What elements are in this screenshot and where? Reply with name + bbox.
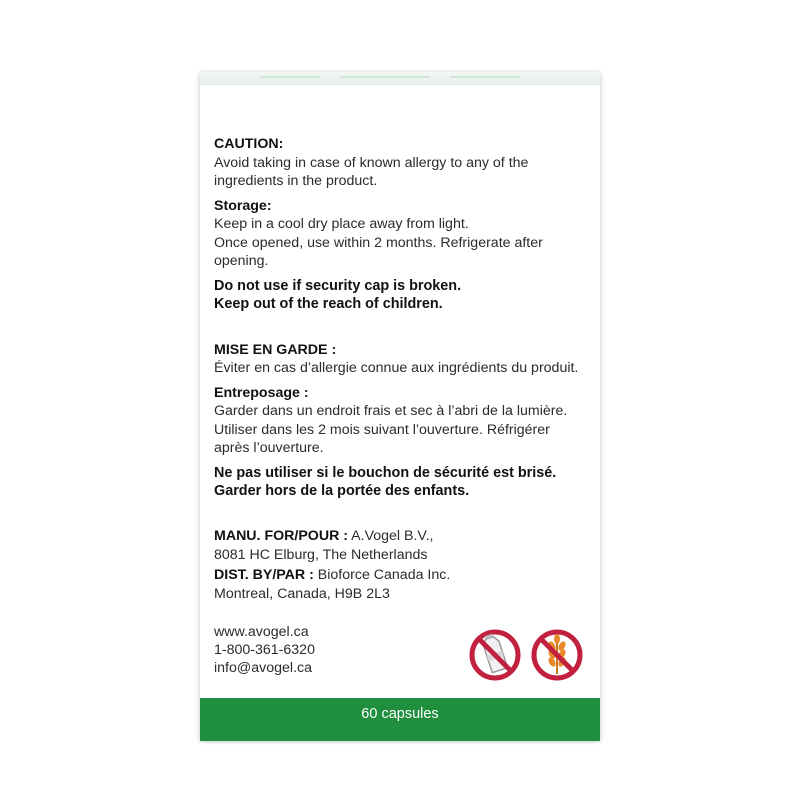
distributor-address: Montreal, Canada, H9B 2L3 <box>214 586 390 602</box>
caution-section <box>214 135 586 191</box>
mise-en-garde-title: MISE EN GARDE : <box>214 341 337 358</box>
label-text <box>214 135 586 677</box>
storage-title: Storage: <box>214 197 272 214</box>
warning-fr-1: Ne pas utiliser si le bouchon de sécurité est brisé. <box>214 464 557 481</box>
capsule-count: 60 capsules <box>361 706 439 722</box>
manufacturer-line <box>214 527 586 547</box>
manufacturer-name: A.Vogel B.V., <box>348 527 434 544</box>
product-label-panel <box>200 72 600 741</box>
warning-fr-2: Garder hors de la portée des enfants. <box>214 483 470 499</box>
warnings-fr <box>214 464 586 501</box>
storage-line-1: Keep in a cool dry place away from light. <box>214 216 469 232</box>
no-gluten-icon <box>530 628 584 682</box>
distributor-line <box>214 566 586 586</box>
mise-en-garde-section <box>214 341 586 378</box>
entreposage-section <box>214 384 586 458</box>
manufacturer-info <box>214 527 586 605</box>
mise-en-garde-text: Éviter en cas d’allergie connue aux ingrédients du produit. <box>214 360 579 376</box>
distributor-name: Bioforce Canada Inc. <box>313 566 451 583</box>
capsule-count-banner <box>200 698 600 741</box>
manufacturer-label: MANU. FOR/POUR : <box>214 527 348 544</box>
entreposage-line-1: Garder dans un endroit frais et sec à l’abri de la lumière. <box>214 403 568 419</box>
warning-en-2: Keep out of the reach of children. <box>214 296 443 312</box>
no-dairy-icon <box>468 628 522 682</box>
caution-text: Avoid taking in case of known allergy to any of the ingredients in the product. <box>214 154 529 189</box>
phone-number: 1-800-361-6320 <box>214 641 315 658</box>
distributor-label: DIST. BY/PAR : <box>214 566 314 583</box>
warnings-en <box>214 277 586 314</box>
warning-en-1: Do not use if security cap is broken. <box>214 277 462 294</box>
storage-section <box>214 197 586 271</box>
allergen-icons <box>468 628 588 688</box>
caution-title: CAUTION: <box>214 136 284 152</box>
entreposage-line-2: Utiliser dans les 2 mois suivant l’ouverture. Réfrigérer après l’ouverture. <box>214 421 550 456</box>
storage-line-2: Once opened, use within 2 months. Refrigerate after opening. <box>214 234 543 269</box>
entreposage-title: Entreposage : <box>214 384 309 401</box>
website-link[interactable]: www.avogel.ca <box>214 623 309 640</box>
email-address[interactable]: info@avogel.ca <box>214 659 313 676</box>
box-top-flap <box>200 72 600 85</box>
manufacturer-address: 8081 HC Elburg, The Netherlands <box>214 547 428 563</box>
